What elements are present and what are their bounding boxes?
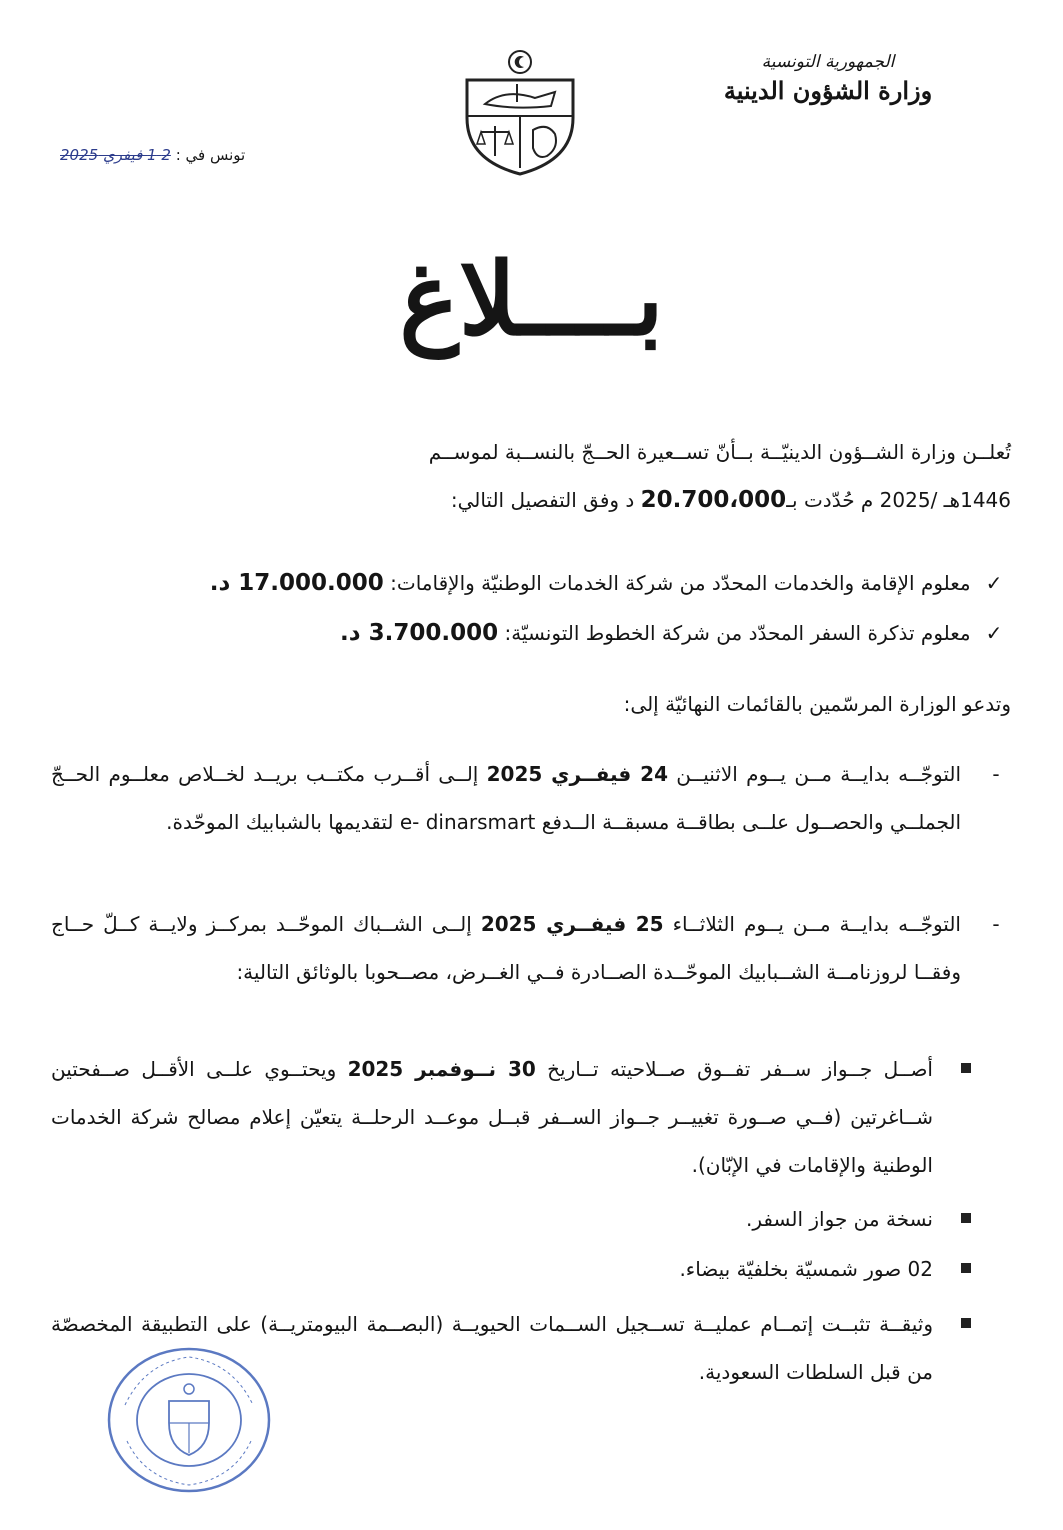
- fee-item: [51, 560, 1011, 606]
- step-text: [51, 900, 961, 996]
- intro-paragraph: [51, 428, 1011, 524]
- step-text-a: التوجّــه بدايــة مــن يــوم الاثنيــن: [668, 762, 962, 786]
- check-icon: ✓: [985, 621, 1003, 645]
- bullet-square-icon: [961, 1063, 971, 1073]
- document-text-a: أصــل جــواز ســفر تفــوق صــلاحيته تــاريخ: [535, 1057, 933, 1081]
- letterhead: [703, 52, 953, 105]
- document-text: وثيقــة تثبــت إتمــام عمليــة تســجيل الســمات الحيويــة (البصــمة البيومتريــة) على التطبيقة المخصصّة من قبل السلطات السعودية.: [51, 1312, 933, 1384]
- document-item: [51, 1045, 1011, 1189]
- intro-text-a: 1446هـ /2025 م حُدّدت بـ: [786, 488, 1011, 512]
- date-value: 2 1 فيفري 2025: [60, 146, 171, 164]
- check-icon: ✓: [985, 571, 1003, 595]
- call-paragraph: وتدعو الوزارة المرسّمين بالقائمات النهائيّة إلى:: [623, 692, 1011, 716]
- step-item: [51, 750, 1011, 846]
- official-stamp-icon: [105, 1345, 273, 1495]
- fee-amount: 17.000.000 د.: [209, 570, 384, 596]
- fee-item: [51, 610, 1011, 656]
- page-title: بــــلاغ: [399, 240, 664, 358]
- intro-text-b: د وفق التفصيل التالي:: [450, 488, 641, 512]
- bullet-square-icon: [961, 1263, 971, 1273]
- bullet-square-icon: [961, 1213, 971, 1223]
- document-text: 02 صور شمسيّة بخلفيّة بيضاء.: [679, 1257, 933, 1281]
- step-text: [51, 750, 961, 846]
- dash-icon: -: [992, 762, 1000, 786]
- document-date: 30 نــوفمبر 2025: [347, 1057, 536, 1081]
- fee-label: معلوم الإقامة والخدمات المحدّد من شركة الخدمات الوطنيّة والإقامات:: [383, 571, 971, 595]
- document-text-c: ويحتــوي علــى الأقــل صــفحتين شــاغرتين (فــي صــورة تغييــر جــواز الســفر قبــل موعــد الرحلــة يتعيّن إعلام مصالح شركة الخدمات الوطنية والإقامات في الإبّان).: [51, 1057, 933, 1177]
- document-text: نسخة من جواز السفر.: [746, 1207, 933, 1231]
- coat-of-arms-icon: [455, 48, 585, 178]
- date-prefix: تونس في :: [175, 146, 246, 164]
- republic-name: الجمهورية التونسية: [761, 52, 895, 72]
- step-text-a: التوجّــه بدايــة مــن يــوم الثلاثــاء: [663, 912, 961, 936]
- step-text-c: إلــى الشــباك الموحّــد بمركــز ولايــة كــلّ حــاج وفقــا لروزنامــة الشــبابيك الموحّــدة الصــادرة فــي الغــرض، مصــحوبا بالوثائق التالية:: [51, 912, 961, 984]
- ministry-name: وزارة الشؤون الدينية: [723, 76, 933, 105]
- bullet-square-icon: [961, 1318, 971, 1328]
- fee-amount: 3.700.000 د.: [340, 620, 499, 646]
- step-date: 24 فيفــري 2025: [486, 762, 668, 786]
- document-item: [51, 1195, 1011, 1243]
- document-date: [60, 146, 245, 164]
- step-date: 25 فيفــري 2025: [480, 912, 664, 936]
- fee-label: معلوم تذكرة السفر المحدّد من شركة الخطوط التونسيّة:: [498, 621, 971, 645]
- intro-line-1: تُعلــن وزارة الشــؤون الدينيّــة بــأنّ تســعيرة الحــجّ بالنســبة لموســم: [428, 440, 1011, 464]
- total-amount: 20.700،000: [640, 487, 787, 513]
- intro-line-2: [51, 476, 1011, 524]
- document-item: [51, 1245, 1011, 1293]
- step-item: [51, 900, 1011, 996]
- document-text: [51, 1045, 933, 1189]
- dash-icon: -: [992, 912, 1000, 936]
- step-text-c: إلــى أقــرب مكتــب بريــد لخــلاص معلــوم الحــجّ الجملــي والحصــول علــى بطاقــة مسبقــة الــدفع e- dinarsmart لتقديمها بالشبابيك الموحّدة.: [51, 762, 961, 834]
